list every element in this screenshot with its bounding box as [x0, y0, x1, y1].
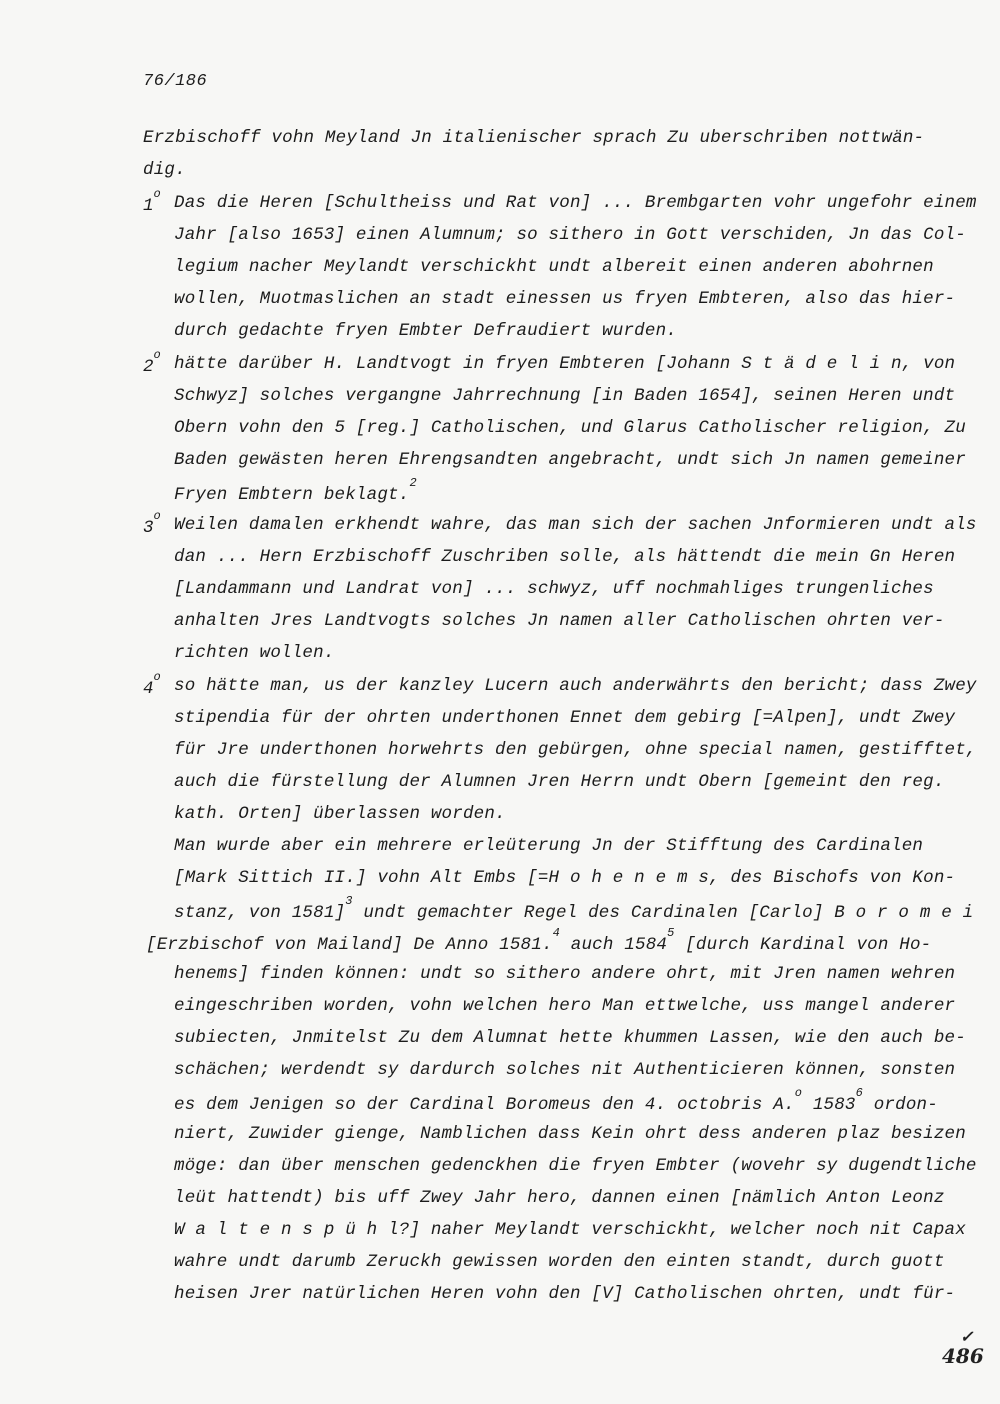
text-line: hätte darüber H. Landtvogt in fryen Embteren [Johann S t ä d e l i n, von: [174, 354, 956, 374]
text-line: Das die Heren [Schultheiss und Rat von] ... Brembgarten vohr ungefohr einem: [174, 193, 977, 213]
item-number: 3$^o$: [143, 509, 161, 538]
text-line: anhalten Jres Landtvogts solches Jn namen aller Catholischen ohrten ver-: [174, 611, 945, 631]
text-line: [Landammann und Landrat von] ... schwyz, uff nochmahliges trungenliches: [174, 579, 934, 599]
item-number: 4$^o$: [143, 670, 161, 699]
folio-number: 486: [942, 1344, 984, 1368]
text-line: Weilen damalen erkhendt wahre, das man sich der sachen Jnformieren undt als: [174, 515, 977, 535]
item-number: 1$^o$: [143, 187, 161, 216]
page-reference: 76/186: [143, 72, 208, 91]
item-number: 2$^o$: [143, 348, 161, 377]
text-line: [Mark Sittich II.] vohn Alt Embs [=H o h e n e m s, des Bischofs von Kon-: [174, 868, 956, 888]
text-line: so hätte man, us der kanzley Lucern auch anderwährts den bericht; dass Zwey: [174, 676, 977, 696]
text-line: schächen; werdendt sy dardurch solches nit Authenticieren können, sonsten: [174, 1060, 956, 1080]
text-line: stanz, von 1581]$^3$ undt gemachter Regel des Cardinalen [Carlo] B o r o m e i: [174, 894, 974, 923]
text-line: dig.: [143, 160, 186, 180]
text-line: leüt hattendt) bis uff Zwey Jahr hero, dannen einen [nämlich Anton Leonz: [174, 1188, 945, 1208]
text-line: wollen, Muotmaslichen an stadt einessen us fryen Embteren, also das hier-: [174, 289, 956, 309]
text-line: Jahr [also 1653] einen Alumnum; so sithero in Gott verschiden, Jn das Col-: [174, 225, 966, 245]
footnote-mark: 4: [552, 926, 561, 940]
handwritten-folio-number: [942, 1327, 984, 1368]
text-line: Man wurde aber ein mehrere erleüterung Jn der Stifftung des Cardinalen: [174, 836, 924, 856]
text-line: möge: dan über menschen gedenckhen die fryen Embter (wovehr sy dugendtliche: [174, 1156, 977, 1176]
text-line: Baden gewästen heren Ehrengsandten angebracht, undt sich Jn namen gemeiner: [174, 450, 966, 470]
text-line: Fryen Embtern beklagt.$^2$: [174, 476, 417, 505]
text-line: eingeschriben worden, vohn welchen hero Man ettwelche, uss mangel anderer: [174, 996, 956, 1016]
text-line: Schwyz] solches vergangne Jahrrechnung [in Baden 1654], seinen Heren undt: [174, 386, 956, 406]
text-line: subiecten, Jnmitelst Zu dem Alumnat hette khummen Lassen, wie den auch be-: [174, 1028, 966, 1048]
text-line: [Erzbischof von Mailand] De Anno 1581.$^4$ auch 1584$^5$ [durch Kardinal von Ho-: [146, 926, 932, 955]
text-line: durch gedachte fryen Embter Defraudiert wurden.: [174, 321, 677, 341]
text-line: dan ... Hern Erzbischoff Zuschriben solle, als hättendt die mein Gn Heren: [174, 547, 956, 567]
text-line: Obern vohn den 5 [reg.] Catholischen, und Glarus Catholischer religion, Zu: [174, 418, 966, 438]
text-line: kath. Orten] überlassen worden.: [174, 804, 506, 824]
text-line: auch die fürstellung der Alumnen Jren Herrn undt Obern [gemeint den reg.: [174, 772, 945, 792]
text-line: richten wollen.: [174, 643, 335, 663]
footnote-mark: 2: [409, 476, 417, 490]
footnote-mark: 3: [345, 894, 353, 908]
text-line: wahre undt darumb Zeruckh gewissen worden den einten standt, durch guott: [174, 1252, 945, 1272]
text-line: niert, Zuwider gienge, Namblichen dass Kein ohrt dess anderen plaz besizen: [174, 1124, 966, 1144]
text-line: legium nacher Meylandt verschickht undt albereit einen anderen abohrnen: [174, 257, 934, 277]
check-mark-icon: ✓: [960, 1327, 974, 1346]
text-line: Erzbischoff vohn Meyland Jn italienischer sprach Zu uberschriben nottwän-: [143, 128, 925, 148]
text-line: stipendia für der ohrten underthonen Ennet dem gebirg [=Alpen], undt Zwey: [174, 708, 956, 728]
footnote-mark: 6: [855, 1086, 864, 1100]
text-line: für Jre underthonen horwehrts den gebürgen, ohne special namen, gestifftet,: [174, 740, 977, 760]
text-line: es dem Jenigen so der Cardinal Boromeus den 4. octobris A.$^o$ 1583$^6$ ordon-: [174, 1086, 938, 1115]
text-line: W a l t e n s p ü h l?] naher Meylandt verschickht, welcher noch nit Capax: [174, 1220, 966, 1240]
text-line: henems] finden können: undt so sithero andere ohrt, mit Jren namen wehren: [174, 964, 956, 984]
footnote-mark: 5: [667, 926, 675, 940]
text-line: heisen Jrer natürlichen Heren vohn den [V] Catholischen ohrten, undt für-: [174, 1284, 956, 1304]
